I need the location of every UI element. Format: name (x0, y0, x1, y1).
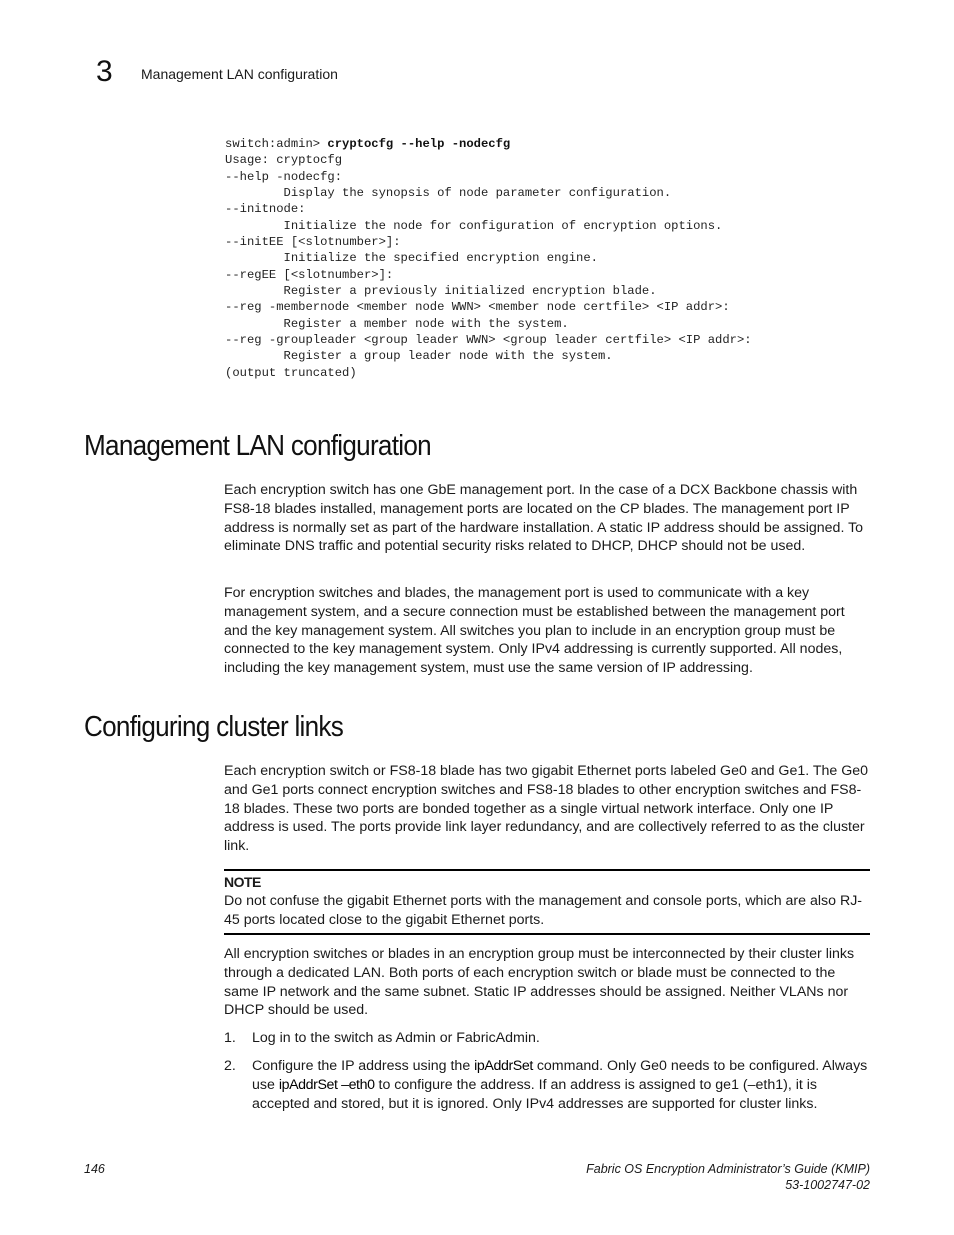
code-prompt: switch:admin> (225, 137, 328, 151)
note-label: NOTE (224, 874, 261, 890)
step-number: 2. (224, 1058, 236, 1074)
code-line: Register a member node with the system. (225, 316, 569, 331)
footer-doc-number: 53-1002747-02 (785, 1178, 870, 1192)
chapter-number: 3 (96, 55, 113, 88)
note-bottom-rule (224, 933, 870, 935)
footer-page-number: 146 (84, 1162, 105, 1176)
code-line: Register a previously initialized encryption blade. (225, 284, 657, 299)
step-text (252, 1057, 876, 1113)
footer-doc-title: Fabric OS Encryption Administrator’s Guide (KMIP) (586, 1162, 870, 1176)
code-line: --initEE [<slotnumber>]: (225, 235, 401, 250)
code-line: Display the synopsis of node parameter configuration. (225, 186, 672, 201)
code-example (225, 136, 752, 381)
note-text: Do not confuse the gigabit Ethernet ports with the management and console ports, which are also RJ-45 ports located close to the gigabit Ethernet ports. (224, 893, 863, 928)
code-line: --initnode: (225, 202, 306, 217)
step-text-part: to configure the address. If an address is assigned to ge1 (–eth1), it is accepted and stored, but it is ignored. Only IPv4 addresses are supported for cluster links. (252, 1076, 818, 1112)
code-line: Initialize the node for configuration of encryption options. (225, 218, 723, 233)
note-top-rule (224, 869, 870, 871)
paragraph: For encryption switches and blades, the management port is used to communicate with a key management system, and a secure connection must be established between the management port and the key management system. All switches you plan to include in an encryption group must be connected to the key management system. Only IPv4 addressing is currently supported. All nodes, including the key management system, must use the same version of IP addressing. (224, 585, 845, 677)
code-line: (output truncated) (225, 365, 357, 380)
paragraph: Each encryption switch or FS8-18 blade has two gigabit Ethernet ports labeled Ge0 and Ge1. The Ge0 and Ge1 ports connect encryption switches and FS8-18 blades to other encryption switches and FS8-18 blades. These two ports are bonded together as a single virtual network interface. Only one IP address is used. The ports provide link layer redundancy, and are collectively referred to as the cluster link. (224, 763, 869, 855)
code-line: --reg -groupleader <group leader WWN> <group leader certfile> <IP addr>: (225, 333, 752, 348)
code-line: Register a group leader node with the system. (225, 349, 613, 364)
step-text: Log in to the switch as Admin or FabricAdmin. (252, 1030, 540, 1046)
section-heading-management-lan: Management LAN configuration (84, 430, 431, 462)
paragraph: All encryption switches or blades in an encryption group must be interconnected by their cluster links through a dedicated LAN. Both ports of each encryption switch or blade must be connected to the same IP network and the same subnet. Static IP addresses should be assigned. Neither VLANs nor DHCP should be used. (224, 946, 855, 1019)
code-line: --regEE [<slotnumber>]: (225, 267, 394, 282)
paragraph: Each encryption switch has one GbE management port. In the case of a DCX Backbone chassis with FS8-18 blades installed, management ports are located on the CP blades. The management port IP address is normally set as part of the hardware installation. A static IP address should be assigned. To eliminate DNS traffic and potential security risks related to DHCP, DHCP should not be used. (224, 482, 864, 555)
step-text-part: Configure the IP address using the (252, 1058, 475, 1074)
step-text-part: command. Only Ge0 needs to be configured. Always use (252, 1058, 868, 1093)
command-name: ipAddrSet (474, 1058, 533, 1074)
command-name: ipAddrSet –eth0 (278, 1076, 375, 1093)
code-line: Usage: cryptocfg (225, 153, 343, 168)
code-command: cryptocfg --help -nodecfg (327, 137, 511, 151)
step-number: 1. (224, 1030, 236, 1046)
running-header-title: Management LAN configuration (141, 66, 338, 82)
code-line: --help -nodecfg: (225, 169, 343, 184)
section-heading-cluster-links: Configuring cluster links (84, 711, 344, 743)
code-line: --reg -membernode <member node WWN> <member node certfile> <IP addr>: (225, 300, 730, 315)
code-line: Initialize the specified encryption engine. (225, 251, 598, 266)
